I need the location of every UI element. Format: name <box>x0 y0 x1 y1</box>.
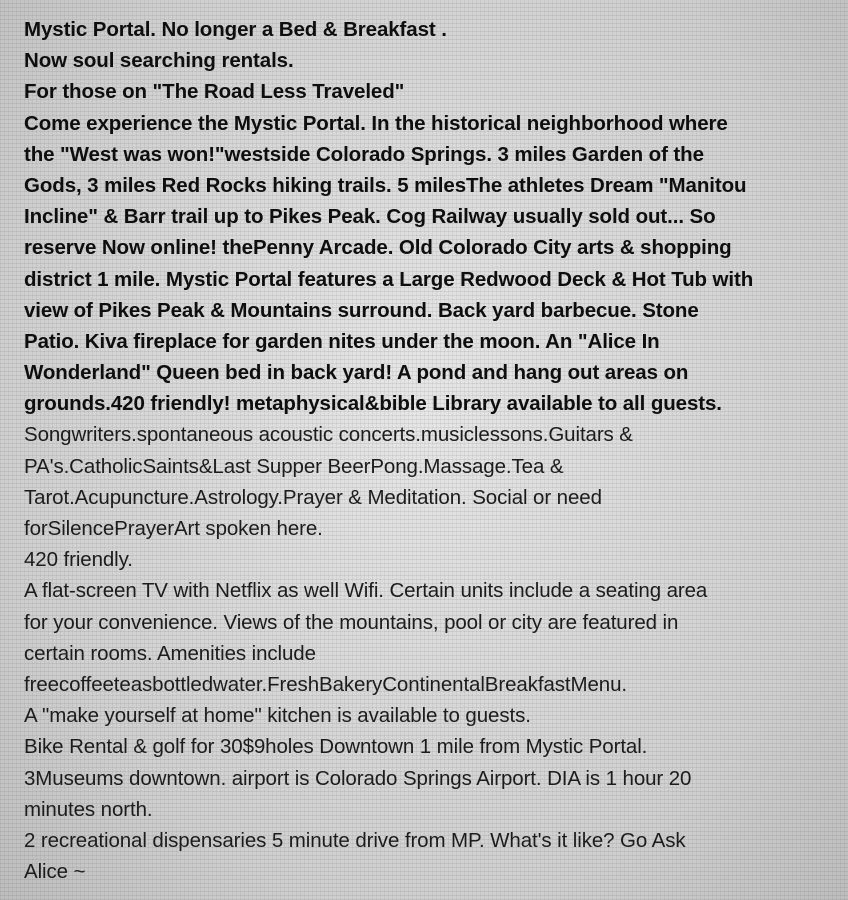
text-line-11: Patio. Kiva fireplace for garden nites under the moon. An "Alice In <box>24 329 660 353</box>
text-line-25: 3Museums downtown. airport is Colorado Springs Airport. DIA is 1 hour 20 <box>24 766 692 790</box>
text-line-21: certain rooms. Amenities include <box>24 641 316 665</box>
text-line-27: 2 recreational dispensaries 5 minute drive from MP. What's it like? Go Ask <box>24 828 686 852</box>
text-line-28: Alice ~ <box>24 860 86 884</box>
text-line-3: For those on "The Road Less Traveled" <box>24 80 405 104</box>
text-line-12: Wonderland" Queen bed in back yard! A pond and hang out areas on <box>24 361 689 385</box>
text-line-2: Now soul searching rentals. <box>24 49 294 73</box>
text-line-18: 420 friendly. <box>24 548 133 572</box>
listing-description <box>24 14 836 887</box>
text-line-7: Incline" & Barr trail up to Pikes Peak. Cog Railway usually sold out... So <box>24 205 716 229</box>
text-line-14: Songwriters.spontaneous acoustic concerts.musiclessons.Guitars & <box>24 423 633 447</box>
text-line-10: view of Pikes Peak & Mountains surround. Back yard barbecue. Stone <box>24 298 699 322</box>
text-line-19: A flat-screen TV with Netflix as well Wifi. Certain units include a seating area <box>24 579 708 603</box>
text-line-22: freecoffeeteasbottledwater.FreshBakeryContinentalBreakfastMenu. <box>24 672 627 696</box>
text-line-16: Tarot.Acupuncture.Astrology.Prayer & Meditation. Social or need <box>24 485 602 509</box>
text-line-26: minutes north. <box>24 797 153 821</box>
text-line-6: Gods, 3 miles Red Rocks hiking trails. 5 milesThe athletes Dream "Manitou <box>24 173 747 197</box>
text-line-17: forSilencePrayerArt spoken here. <box>24 517 323 540</box>
text-line-15: PA's.CatholicSaints&Last Supper BeerPong.Massage.Tea & <box>24 454 564 478</box>
text-line-1: Mystic Portal. No longer a Bed & Breakfast . <box>24 18 447 41</box>
text-line-24: Bike Rental & golf for 30$9holes Downtown 1 mile from Mystic Portal. <box>24 735 648 759</box>
text-line-5: the "West was won!"westside Colorado Springs. 3 miles Garden of the <box>24 142 704 166</box>
text-line-13: grounds.420 friendly! metaphysical&bible Library available to all guests. <box>24 392 722 416</box>
text-line-20: for your convenience. Views of the mountains, pool or city are featured in <box>24 610 679 634</box>
text-line-23: A "make yourself at home" kitchen is available to guests. <box>24 704 531 728</box>
text-line-9: district 1 mile. Mystic Portal features a Large Redwood Deck & Hot Tub with <box>24 267 754 291</box>
text-line-8: reserve Now online! thePenny Arcade. Old Colorado City arts & shopping <box>24 236 732 260</box>
text-line-4: Come experience the Mystic Portal. In the historical neighborhood where <box>24 111 728 135</box>
